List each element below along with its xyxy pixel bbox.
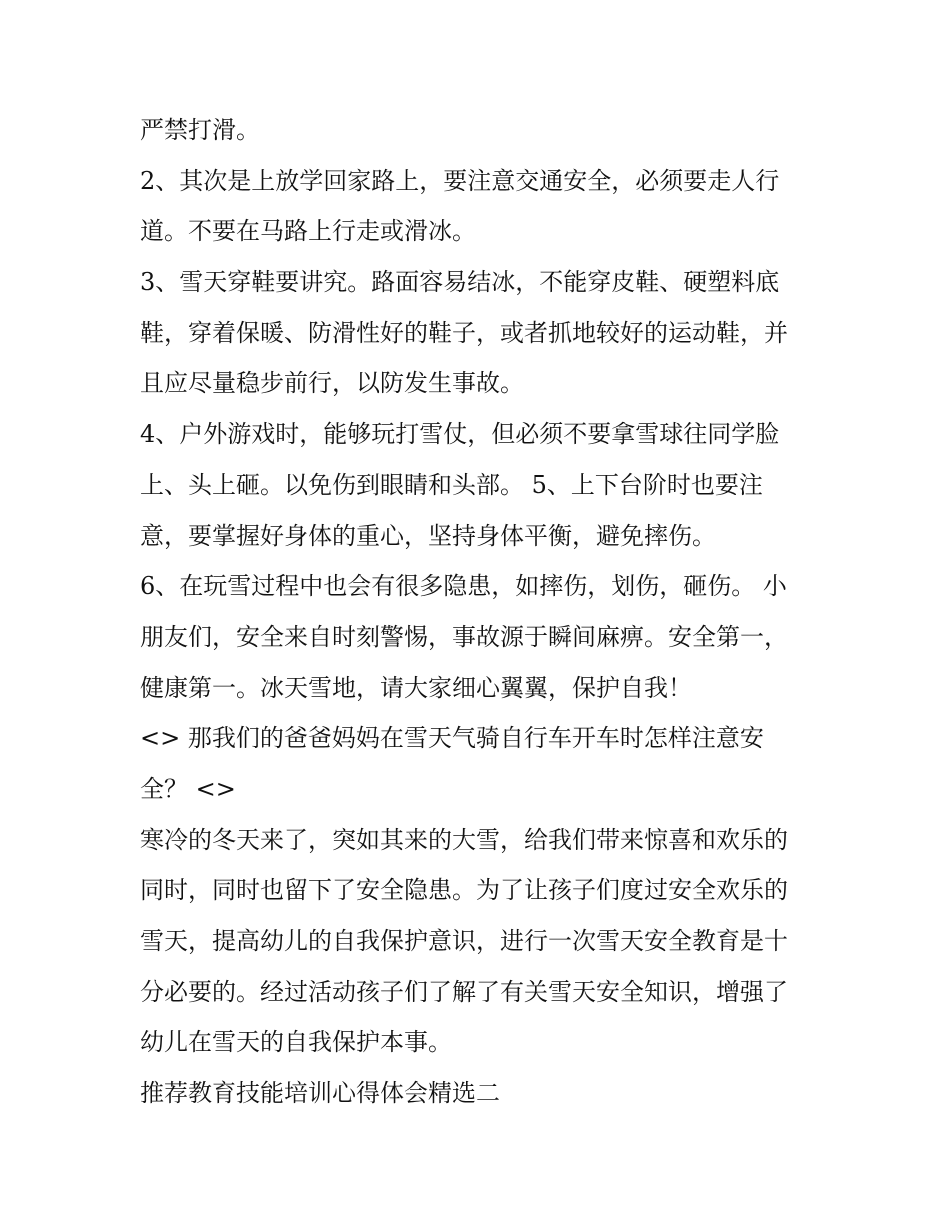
text-line: 4、户外游戏时，能够玩打雪仗，但必须不要拿雪球往同学脸 bbox=[140, 420, 780, 449]
section-heading: 推荐教育技能培训心得体会精选二 bbox=[140, 1079, 500, 1108]
text-line: 朋友们，安全来自时刻警惕，事故源于瞬间麻痹。安全第一， bbox=[140, 622, 788, 651]
text-line: 分必要的。经过活动孩子们了解了有关雪天安全知识，增强了 bbox=[140, 977, 788, 1006]
text-line: 上、头上砸。以免伤到眼睛和头部。 5、上下台阶时也要注 bbox=[140, 470, 763, 499]
text-line: 幼儿在雪天的自我保护本事。 bbox=[140, 1028, 452, 1057]
text-line: 同时，同时也留下了安全隐患。为了让孩子们度过安全欢乐的 bbox=[140, 876, 788, 905]
text-line: 道。不要在马路上行走或滑冰。 bbox=[140, 217, 476, 246]
document-body bbox=[140, 105, 820, 1119]
text-line: 健康第一。冰天雪地，请大家细心翼翼，保护自我！ bbox=[140, 673, 692, 702]
text-line: 寒冷的冬天来了，突如其来的大雪，给我们带来惊喜和欢乐的 bbox=[140, 825, 788, 854]
text-line: 3、雪天穿鞋要讲究。路面容易结冰，不能穿皮鞋、硬塑料底 bbox=[140, 268, 780, 297]
text-line: 严禁打滑。 bbox=[140, 116, 260, 144]
text-line: <> 那我们的爸爸妈妈在雪天气骑自行车开车时怎样注意安 bbox=[140, 724, 764, 753]
text-line: 雪天，提高幼儿的自我保护意识，进行一次雪天安全教育是十 bbox=[140, 927, 788, 955]
text-line: 意，要掌握好身体的重心，坚持身体平衡，避免摔伤。 bbox=[140, 521, 716, 550]
text-line: 全？ <> bbox=[140, 774, 236, 803]
text-line: 鞋，穿着保暖、防滑性好的鞋子，或者抓地较好的运动鞋，并 bbox=[140, 318, 788, 347]
text-line: 且应尽量稳步前行，以防发生事故。 bbox=[140, 369, 524, 398]
text-line: 6、在玩雪过程中也会有很多隐患，如摔伤，划伤，砸伤。 小 bbox=[140, 572, 787, 601]
text-line: 2、其次是上放学回家路上，要注意交通安全，必须要走人行 bbox=[140, 166, 780, 195]
